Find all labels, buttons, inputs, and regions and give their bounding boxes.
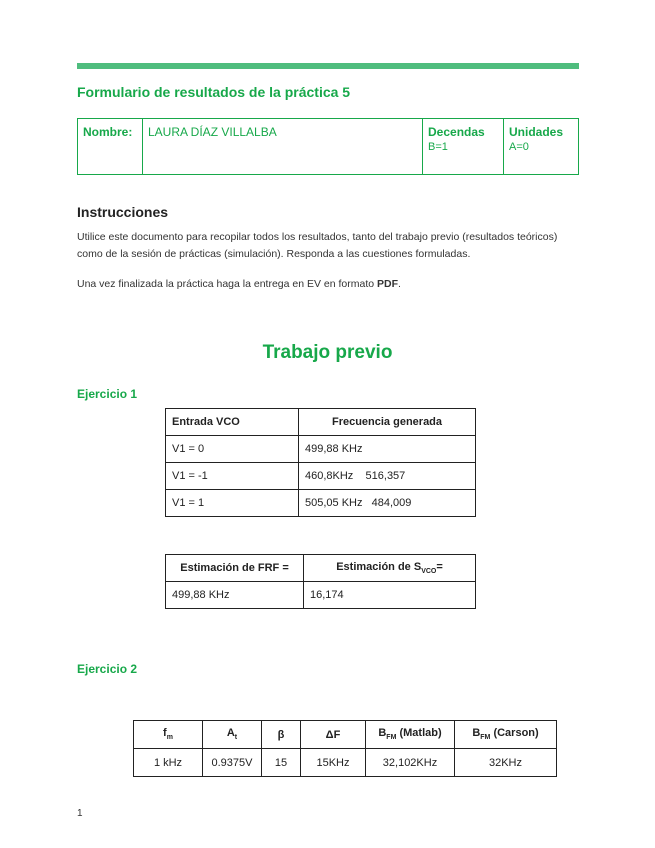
table-header-row	[166, 409, 476, 436]
header-frecuencia-generada: Frecuencia generada	[299, 409, 476, 436]
estimation-table	[165, 554, 476, 609]
header-at-sub: t	[234, 734, 238, 742]
instructions-p2-bold: PDF	[377, 278, 399, 290]
header-accent-bar	[77, 63, 579, 69]
instructions-paragraph-1: Utilice este documento para recopilar todos los resultados, tanto del trabajo previo (resultados teóricos) como de la sesión de prácticas (simulación). Responda a las cuestiones formuladas.	[77, 231, 558, 260]
table-cell: 499,88 KHz	[299, 436, 476, 463]
header-bfm-matlab	[366, 721, 455, 749]
decenas-label: Decendas	[428, 125, 485, 139]
ejercicio1-title: Ejercicio 1	[77, 387, 138, 401]
table-cell: 32,102KHz	[366, 749, 455, 777]
table-row	[134, 749, 557, 777]
table-cell: 15	[262, 749, 301, 777]
header-bfm-matlab-suffix: (Matlab)	[396, 727, 442, 740]
vco-frequency-table	[165, 408, 476, 517]
table-cell: 505,05 KHz 484,009	[299, 490, 476, 517]
header-bfm-matlab-sub: FM	[386, 734, 397, 742]
unidades-label: Unidades	[509, 125, 564, 139]
header-svco	[304, 555, 476, 582]
header-bfm-carson-suffix: (Carson)	[490, 727, 539, 740]
table-cell: 460,8KHz 516,357	[299, 463, 476, 490]
decenas-cell	[423, 119, 504, 175]
table-cell: V1 = 0	[166, 436, 299, 463]
form-title: Formulario de resultados de la práctica 5	[77, 84, 351, 100]
header-at	[203, 721, 262, 749]
table-cell: 15KHz	[301, 749, 366, 777]
table-cell: 32KHz	[455, 749, 557, 777]
header-bfm-matlab-main: B	[378, 727, 387, 740]
table-header-row	[134, 721, 557, 749]
header-delta-f: ΔF	[301, 721, 366, 749]
header-fm	[134, 721, 203, 749]
header-frf: Estimación de FRF =	[166, 555, 304, 582]
table-cell: 499,88 KHz	[166, 582, 304, 609]
table-cell: 0.9375V	[203, 749, 262, 777]
instructions-p2-end: .	[398, 278, 401, 290]
instructions-paragraph-2	[77, 276, 577, 293]
table-header-row	[166, 555, 476, 582]
header-fm-main: f	[163, 727, 167, 740]
header-entrada-vco: Entrada VCO	[166, 409, 299, 436]
header-svco-suffix: =	[436, 560, 443, 573]
section-title: Trabajo previo	[262, 342, 393, 363]
instructions-p2-text: Una vez finalizada la práctica haga la entrega en EV en formato	[77, 278, 375, 290]
ejercicio2-title: Ejercicio 2	[77, 662, 138, 676]
header-bfm-carson-main: B	[472, 727, 481, 740]
fm-parameters-table	[133, 720, 557, 777]
header-svco-sub: VCO	[421, 568, 437, 576]
page-number: 1	[77, 808, 83, 819]
table-cell: 16,174	[304, 582, 476, 609]
table-row	[166, 490, 476, 517]
name-value-cell	[143, 119, 423, 175]
name-label-cell	[78, 119, 143, 175]
name-value: LAURA DÍAZ VILLALBA	[148, 125, 277, 139]
table-row	[166, 436, 476, 463]
header-svco-prefix: Estimación de S	[336, 560, 422, 573]
student-info-table	[77, 118, 579, 175]
header-fm-sub: m	[166, 734, 173, 742]
instructions-title: Instrucciones	[77, 204, 169, 220]
table-cell: V1 = 1	[166, 490, 299, 517]
unidades-cell	[504, 119, 579, 175]
table-row	[166, 582, 476, 609]
header-bfm-carson	[455, 721, 557, 749]
header-at-main: A	[226, 727, 235, 740]
table-cell: 1 kHz	[134, 749, 203, 777]
table-row	[166, 463, 476, 490]
table-cell: V1 = -1	[166, 463, 299, 490]
header-beta: β	[262, 721, 301, 749]
name-label: Nombre:	[83, 125, 133, 139]
unidades-value: A=0	[509, 141, 529, 153]
header-bfm-carson-sub: FM	[480, 734, 491, 742]
decenas-value: B=1	[428, 141, 448, 153]
